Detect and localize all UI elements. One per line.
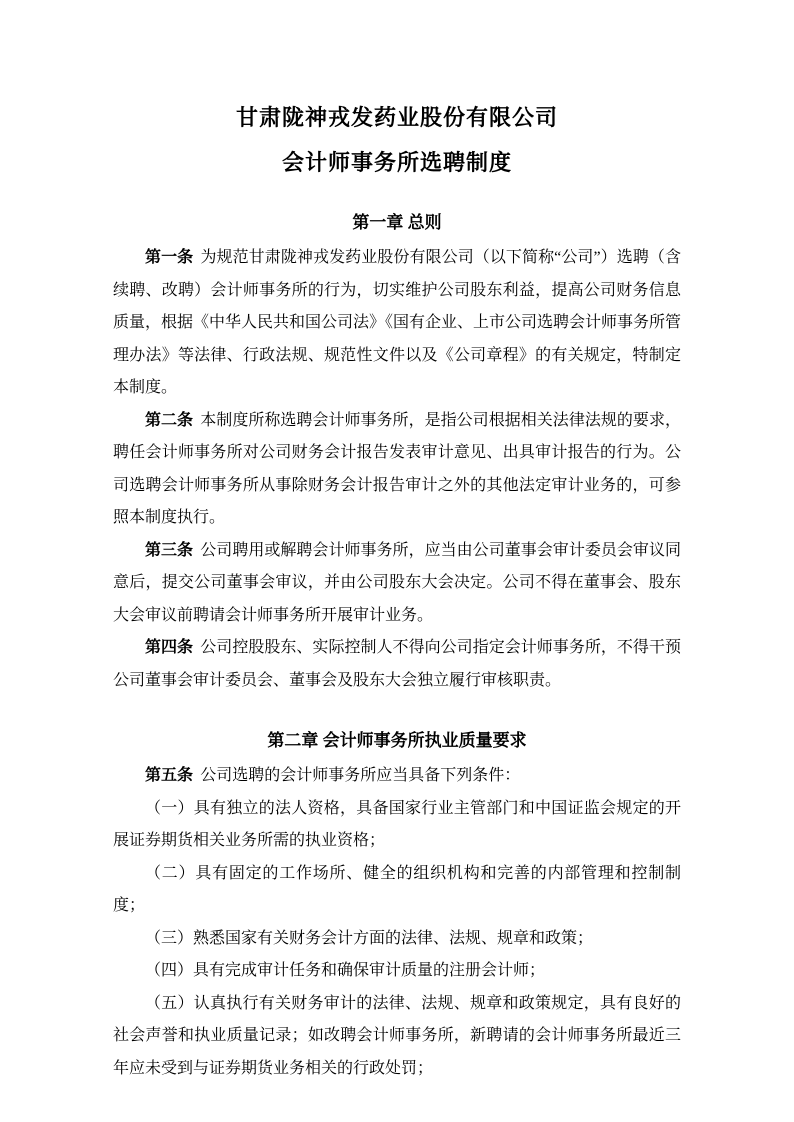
article-2-text: 本制度所称选聘会计师事务所，是指公司根据相关法律法规的要求，聘任会计师事务所对公司财务会计报告发表审计意见、出具审计报告的行为。公司选聘会计师事务所从事除财务会计报告审计之外的其他法定审计业务的，可参照本制度执行。 <box>113 411 681 526</box>
article-3-number: 第三条 <box>145 541 194 559</box>
article-2-number: 第二条 <box>145 411 194 429</box>
article-4 <box>113 632 681 697</box>
condition-item-1: （一）具有独立的法人资格，具备国家行业主管部门和中国证监会规定的开展证券期货相关业务所需的执业资格； <box>113 799 681 849</box>
condition-item-3: （三）熟悉国家有关财务会计方面的法律、法规、规章和政策； <box>145 929 594 947</box>
article-5-number: 第五条 <box>145 767 194 784</box>
document-title-line2: 会计师事务所选聘制度 <box>281 150 512 175</box>
article-1-text: 为规范甘肃陇神戎发药业股份有限公司（以下简称“公司”）选聘（含续聘、改聘）会计师事务所的行为，切实维护公司股东利益，提高公司财务信息质量，根据《中华人民共和国公司法》《国有企业、上市公司选聘会计师事务所管理办法》等法律、行政法规、规范性文件以及《公司章程》的有关规定，特制定本制度。 <box>113 249 682 396</box>
condition-item-5: （五）认真执行有关财务审计的法律、法规、规章和政策规定，具有良好的社会声誉和执业质量记录；如改聘会计师事务所，新聘请的会计师事务所最近三年应未受到与证券期货业务相关的行政处罚； <box>113 994 681 1077</box>
article-2 <box>113 405 681 535</box>
article-3-text: 公司聘用或解聘会计师事务所，应当由公司董事会审计委员会审议同意后，提交公司董事会审议，并由公司股东大会决定。公司不得在董事会、股东大会审议前聘请会计师事务所开展审计业务。 <box>113 541 681 624</box>
article-1-number: 第一条 <box>145 249 194 266</box>
article-3 <box>113 535 681 633</box>
article-4-number: 第四条 <box>145 639 194 656</box>
article-4-text: 公司控股股东、实际控制人不得向公司指定会计师事务所，不得干预公司董事会审计委员会、董事会及股东大会独立履行审核职责。 <box>113 639 681 689</box>
condition-item-4: （四）具有完成审计任务和确保审计质量的注册会计师； <box>145 962 546 979</box>
article-5-text: 公司选聘的会计师事务所应当具备下列条件： <box>200 767 521 784</box>
article-1 <box>113 242 681 405</box>
article-5 <box>113 760 681 793</box>
chapter-2-heading: 第二章 会计师事务所执业质量要求 <box>267 731 527 750</box>
chapter-1-heading: 第一章 总则 <box>352 213 442 232</box>
document-title-line1: 甘肃陇神戎发药业股份有限公司 <box>235 105 558 130</box>
condition-item-2: （二）具有固定的工作场所、健全的组织机构和完善的内部管理和控制制度； <box>113 864 681 914</box>
